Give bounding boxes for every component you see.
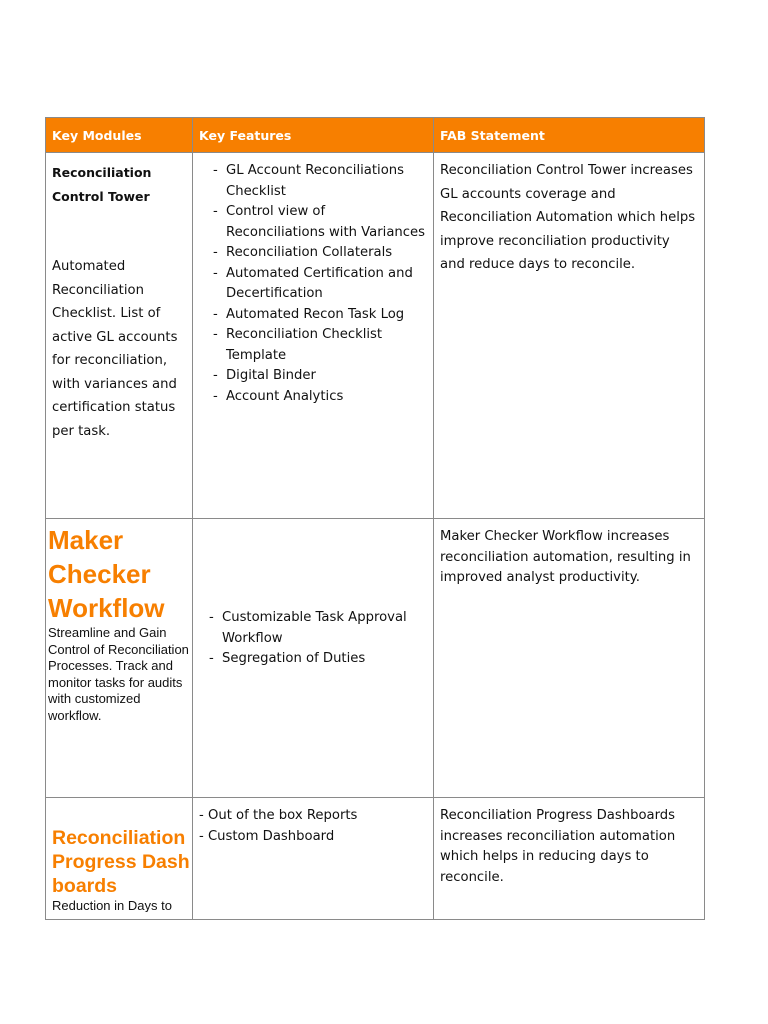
module-title: Maker Checker Workflow (48, 525, 165, 623)
list-item (209, 366, 427, 387)
feature-text: - Custom Dashboard (199, 828, 335, 844)
list-item (209, 325, 427, 366)
module-description: Reduction in Days to (52, 898, 172, 912)
features-cell (193, 798, 434, 920)
feature-text: GL Account Reconciliations Checklist (226, 163, 405, 199)
header-key-features: Key Features (193, 118, 434, 153)
dash-marker: - (209, 610, 214, 625)
features-cell (193, 519, 434, 798)
feature-text: Reconciliation Checklist Template (226, 327, 383, 363)
list-item (209, 305, 427, 326)
list-item (209, 202, 427, 243)
dash-marker: - (213, 265, 218, 281)
list-item (209, 161, 427, 202)
feature-text: Account Analytics (226, 388, 344, 404)
module-title: Reconciliation Control Tower (52, 165, 152, 204)
list-item (209, 264, 427, 305)
header-fab-statement: FAB Statement (434, 118, 705, 153)
feature-text: Customizable Task Approval Workflow (222, 610, 407, 646)
module-cell (46, 153, 193, 519)
feature-text: Automated Recon Task Log (226, 306, 405, 322)
modules-table (45, 117, 705, 920)
list-item (209, 387, 427, 408)
dash-marker: - (213, 204, 218, 219)
feature-text: Segregation of Duties (222, 651, 366, 666)
dash-marker: - (209, 651, 214, 666)
feature-text: Reconciliation Collaterals (226, 245, 393, 260)
table-row (46, 153, 705, 519)
table-row (46, 519, 705, 798)
module-title: Reconciliation Progress Dashboards (52, 827, 190, 897)
dash-marker: - (213, 327, 218, 342)
fab-cell (434, 519, 705, 798)
feature-list (199, 608, 427, 670)
fab-statement: Reconciliation Progress Dashboards increases reconciliation automation which helps in reducing days to reconcile. (440, 808, 676, 885)
fab-statement: Reconciliation Control Tower increases GL accounts coverage and Reconciliation Automation which helps improve reconciliation productivity and reduce days to reconcile. (440, 163, 696, 272)
table-row (46, 798, 705, 920)
dash-marker: - (213, 245, 218, 260)
module-description: Streamline and Gain Control of Reconciliation Processes. Track and monitor tasks for audits with customized workflow. (48, 625, 189, 723)
fab-statement: Maker Checker Workflow increases reconciliation automation, resulting in improved analyst productivity. (440, 529, 691, 585)
module-cell (46, 519, 193, 798)
dash-marker: - (213, 306, 218, 322)
feature-list (199, 161, 427, 407)
header-key-modules: Key Modules (46, 118, 193, 153)
list-item (205, 608, 427, 649)
fab-cell (434, 153, 705, 519)
list-item (209, 243, 427, 264)
feature-text: Digital Binder (226, 368, 316, 383)
feature-text: Automated Certification and Decertification (226, 265, 413, 301)
module-description: Automated Reconciliation Checklist. List of active GL accounts for reconciliation, with variances and certification status per task. (52, 259, 178, 439)
feature-text: Control view of Reconciliations with Variances (226, 204, 426, 240)
list-item (205, 649, 427, 670)
table-header-row (46, 118, 705, 153)
spacer (52, 208, 186, 255)
feature-text: - Out of the box Reports (199, 808, 358, 823)
dash-marker: - (213, 163, 218, 178)
dash-marker: - (213, 388, 218, 404)
dash-marker: - (213, 368, 218, 383)
fab-cell (434, 798, 705, 920)
module-cell (46, 798, 193, 920)
features-cell (193, 153, 434, 519)
